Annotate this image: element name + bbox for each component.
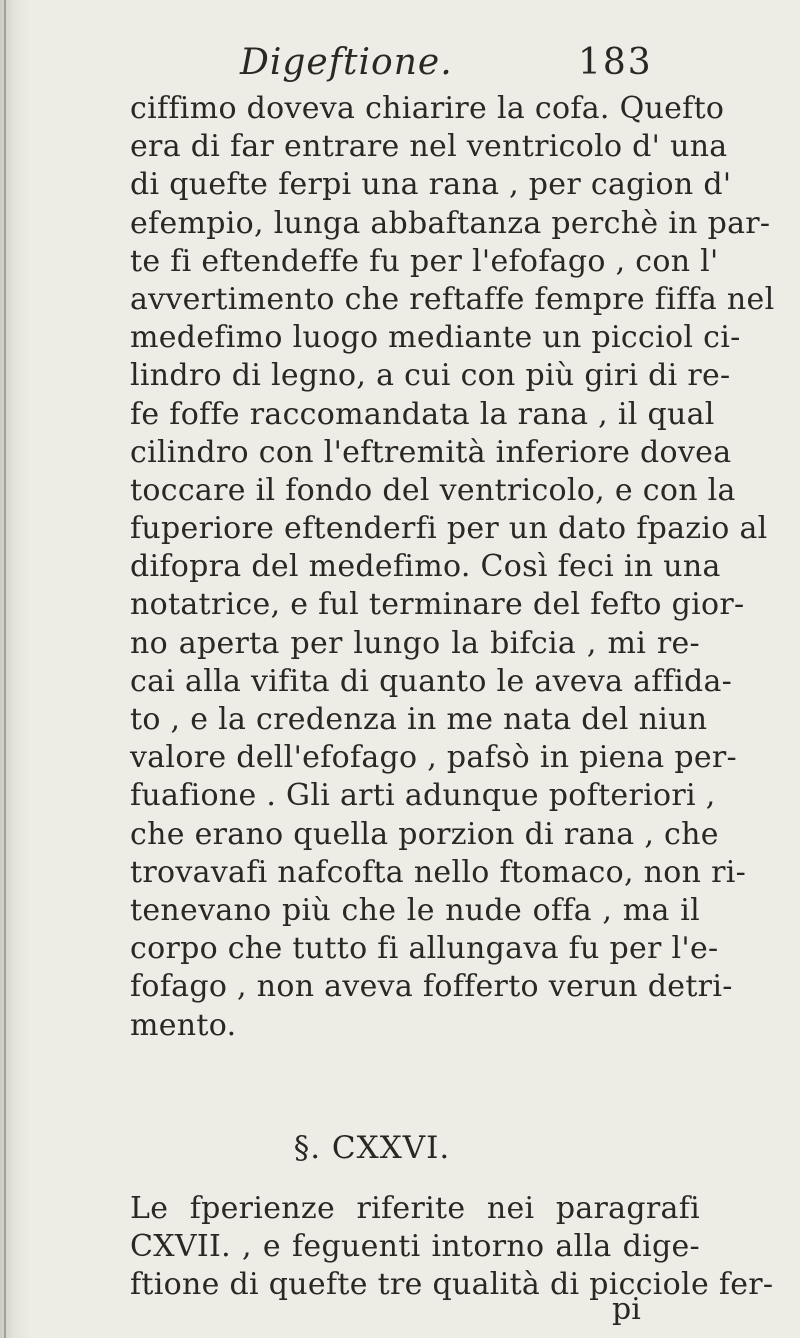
text-line: mento. (130, 1007, 237, 1043)
text-line: to , e la credenza in me nata del niun (130, 702, 708, 737)
text-line: notatrice, e ful terminare del fefto gior- (130, 587, 745, 623)
catchword: pi (612, 1292, 641, 1327)
text-line: cilindro con l'eftremità inferiore dovea (130, 434, 732, 470)
text-line: ftione di quefte tre qualità di picciole fer- (130, 1267, 774, 1303)
text-line: ciffimo doveva chiarire la cofa. Quefto (130, 91, 725, 126)
page-header (0, 34, 800, 94)
text-line: toccare il fondo del ventricolo, e con la (130, 472, 736, 508)
text-line: corpo che tutto fi allungava fu per l'e- (130, 931, 719, 967)
text-line: tenevano più che le nude offa , ma il (130, 892, 700, 928)
text-line: Le fperienze riferite nei paragrafi (130, 1191, 700, 1226)
text-line: fe foffe raccomandata la rana , il qual (130, 396, 715, 432)
text-line: difopra del medefimo. Così feci in una (130, 549, 721, 585)
text-line: fuperiore eftenderfi per un dato fpazio al (130, 511, 768, 547)
text-line: trovavafi nafcofta nello ftomaco, non ri- (130, 854, 747, 890)
text-line: fofago , non aveva fofferto verun detri- (130, 969, 733, 1005)
text-line: cai alla vifita di quanto le aveva affida- (130, 663, 733, 699)
text-line: di quefte ferpi una rana , per cagion d' (130, 167, 732, 203)
text-line: CXVII. , e feguenti intorno alla dige- (130, 1229, 700, 1265)
text-line: fuafione . Gli arti adunque pofteriori , (130, 778, 716, 814)
text-line: che erano quella porzion di rana , che (130, 816, 719, 852)
text-line: te fi eftendeffe fu per l'efofago , con l' (130, 243, 719, 279)
text-line: lindro di legno, a cui con più giri di re- (130, 358, 731, 394)
running-title: Digeftione. (240, 42, 453, 83)
text-line: avvertimento che reftaffe fempre fiffa nel (130, 281, 775, 317)
page-number: 183 (578, 42, 653, 83)
text-line: era di far entrare nel ventricolo d' una (130, 129, 728, 165)
text-line: medefimo luogo mediante un picciol ci- (130, 320, 741, 356)
section-heading (0, 1130, 800, 1166)
text-line: valore dell'efofago , pafsò in piena per- (130, 740, 737, 776)
text-line: efempio, lunga abbaftanza perchè in par- (130, 205, 771, 241)
paragraph-2 (130, 1190, 774, 1305)
section-heading-text: §. CXXVI. (293, 1130, 451, 1166)
text-line: no aperta per lungo la bifcia , mi re- (130, 625, 700, 661)
paragraph-1 (130, 90, 775, 1045)
